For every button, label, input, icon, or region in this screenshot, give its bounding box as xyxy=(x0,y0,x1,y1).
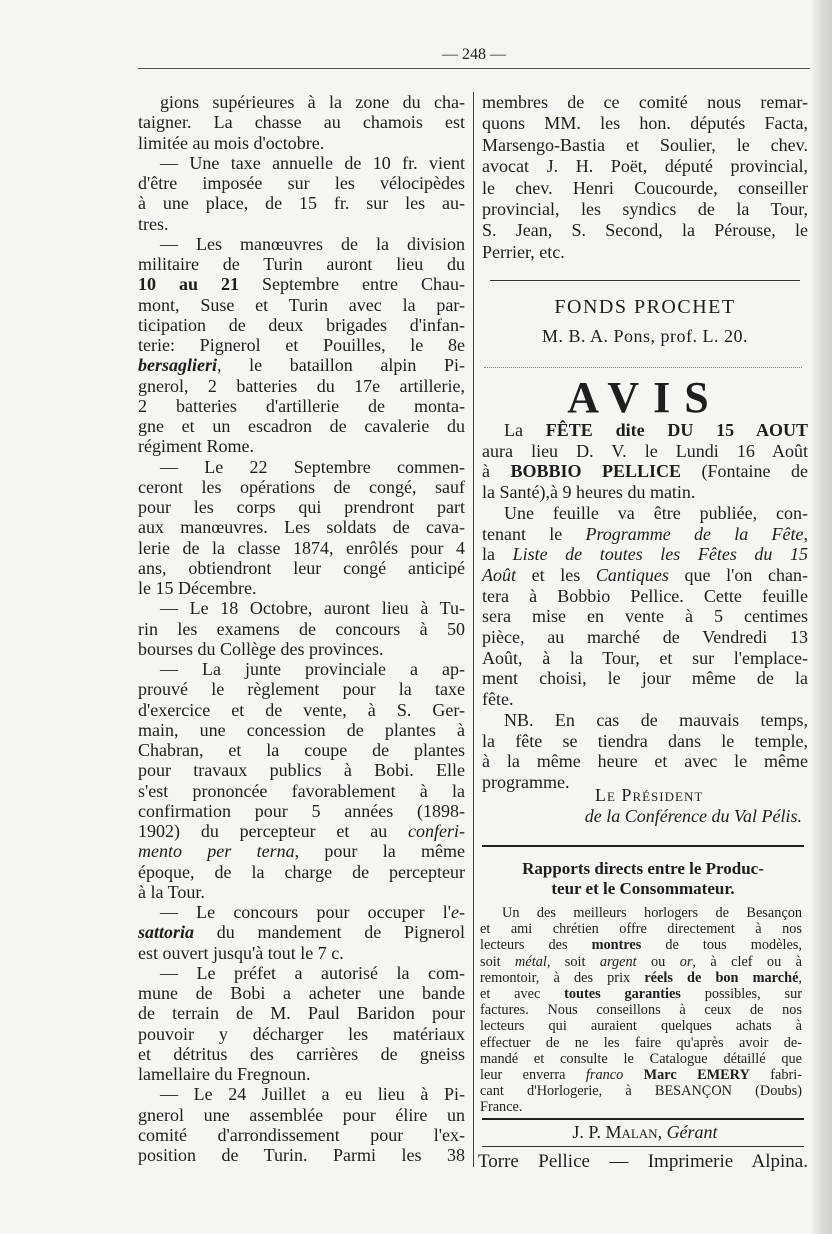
text-line: — La junte provinciale a ap- xyxy=(160,659,465,679)
text-line: terie: Pignerol et Pouilles, le 8e xyxy=(138,335,465,355)
text-line: mont, Suse et Turin avec la par- xyxy=(138,294,465,315)
text-segment: , soit xyxy=(546,953,600,970)
text-line: à la même heure et avec le même xyxy=(482,751,808,772)
text-line xyxy=(480,970,802,986)
text-line: gne et un escadron de cavalerie du xyxy=(138,416,465,436)
text-line: lecteurs qui auraient quelques achats à xyxy=(480,1018,802,1035)
text-segment: remontoir, à des prix xyxy=(480,969,645,986)
text-line: militaire de Turin auront lieu du xyxy=(138,254,465,274)
text-segment: , xyxy=(803,523,808,544)
text-line: aura lieu D. V. le Lundi 16 Août xyxy=(482,440,808,461)
text-line: avocat J. H. Poët, député provincial, xyxy=(482,156,808,177)
text-line: tera à Bobbio Pellice. Cette feuille xyxy=(482,585,808,606)
text-segment: Programme de la Fête xyxy=(585,523,804,544)
text-line: régiment Rome. xyxy=(138,436,254,457)
text-line: effectuer de ne les faire qu'après avoir de- xyxy=(480,1034,802,1051)
text-line: — Une taxe annuelle de 10 fr. vient xyxy=(160,152,465,173)
text-segment: , xyxy=(798,969,802,986)
text-line: époque, de la charge de percepteur xyxy=(138,861,465,882)
text-segment: et les xyxy=(516,564,596,585)
text-line xyxy=(138,922,465,942)
text-segment: lecteurs des xyxy=(480,937,592,954)
section-rule xyxy=(490,280,800,281)
text-line: limitée au mois d'octobre. xyxy=(138,132,325,153)
text-line: pouvoir y décharger les matériaux xyxy=(138,1023,465,1044)
text-segment: 10 au 21 xyxy=(138,274,240,295)
text-line: la fête se tiendra dans le temple, xyxy=(482,730,808,751)
text-segment: que l'on chan- xyxy=(668,564,808,585)
text-line: est ouvert jusqu'à tout le 7 c. xyxy=(138,942,344,963)
text-segment: leur enverra xyxy=(480,1067,586,1084)
text-segment xyxy=(623,1067,643,1083)
footer-rule-1 xyxy=(482,1118,804,1120)
page-number: — 248 — xyxy=(442,46,506,63)
text-line: Marsengo-Bastia et Soulier, le chev. xyxy=(482,134,808,155)
text-line: — Le 18 Octobre, auront lieu à Tu- xyxy=(160,598,465,619)
text-segment: et avec xyxy=(480,986,565,1003)
text-line xyxy=(138,355,465,375)
text-segment: Marc EMERY xyxy=(643,1067,750,1084)
text-segment: (Fontaine de xyxy=(681,461,808,482)
text-segment: franco xyxy=(585,1067,624,1084)
text-segment: toutes garanties xyxy=(564,986,681,1003)
text-line: pour les corps qui prendront part xyxy=(138,497,465,517)
text-segment: de tous modèles, xyxy=(641,937,802,954)
text-segment: e- xyxy=(451,902,465,922)
text-line xyxy=(480,937,802,953)
text-line: pièce, au marché de Vendredi 13 xyxy=(482,627,808,648)
text-line: position de Turin. Parmi les 38 xyxy=(138,1145,465,1165)
text-line: rin les examens de concours à 50 xyxy=(138,618,465,639)
text-segment: bersaglieri xyxy=(138,355,217,376)
text-line: d'exercice et de vente, à S. Ger- xyxy=(138,699,465,720)
text-line: main, une concession de plantes à xyxy=(138,719,465,740)
text-segment: fabri- xyxy=(749,1067,802,1084)
text-line xyxy=(138,841,465,861)
text-segment: Cantiques xyxy=(595,564,669,585)
text-line: cant d'Horlogerie, à BESANÇON (Doubs) xyxy=(480,1083,802,1100)
text-line: taigner. La chasse au chamois est xyxy=(138,112,465,133)
text-line: 2 batteries d'artillerie de monta- xyxy=(138,395,465,416)
text-segment: La xyxy=(504,420,546,440)
text-segment: Septembre entre Chau- xyxy=(239,274,465,295)
text-line xyxy=(138,821,465,841)
text-line: Chabran, et la coupe de plantes xyxy=(138,740,465,760)
text-line xyxy=(482,565,808,586)
text-line: lerie de la classe 1874, enrôlés pour 4 xyxy=(138,537,465,558)
text-segment: 1902) du percepteur et au xyxy=(138,821,409,841)
text-segment: argent xyxy=(599,953,637,970)
text-segment: ou xyxy=(636,953,680,970)
text-segment: or xyxy=(679,953,693,970)
text-segment: réels de bon marché xyxy=(644,969,799,986)
text-line xyxy=(480,986,802,1002)
text-line: — Le 22 Septembre commen- xyxy=(160,456,465,477)
text-segment: métal xyxy=(515,953,547,970)
text-line: le chev. Henri Coucourde, conseiller xyxy=(482,177,808,198)
text-line: prouvé le règlement pour la taxe xyxy=(138,679,465,700)
header-rule xyxy=(138,68,810,69)
manager-name: J. P. Malan xyxy=(572,1122,658,1142)
text-line: quons MM. les hon. députés Facta, xyxy=(482,113,808,134)
text-line: tres. xyxy=(138,213,169,234)
text-line xyxy=(480,954,802,970)
avis-signature-title: Le Président xyxy=(595,785,704,805)
ad-heading-line-1: Rapports directs entre le Produc- xyxy=(522,859,764,878)
text-segment: conferi- xyxy=(408,821,465,841)
text-line: de terrain de M. Paul Baridon pour xyxy=(138,1003,465,1024)
footer-rule-2 xyxy=(482,1146,804,1147)
text-segment: montres xyxy=(591,937,642,954)
manager-credit: J. P. Malan, Gérant xyxy=(572,1122,718,1142)
text-line: et détritus des carrières de gneiss xyxy=(138,1043,465,1064)
text-line: à la Tour. xyxy=(138,881,205,902)
text-line: mune de Bobi a acheter une bande xyxy=(138,983,465,1003)
text-line: et ami chrétien offre directement à nos xyxy=(480,921,802,938)
text-line: fête. xyxy=(482,689,514,710)
text-line: s'est prononcée favorablement à la xyxy=(138,780,465,801)
text-segment: , à clef ou à xyxy=(692,953,802,970)
text-segment: tenant le xyxy=(482,523,586,544)
text-line: France. xyxy=(480,1099,523,1116)
text-line: gions supérieures à la zone du cha- xyxy=(160,92,465,112)
avis-title: AVIS xyxy=(567,373,723,422)
text-line: pour travaux publics à Bobi. Elle xyxy=(138,760,465,781)
dotted-rule xyxy=(484,367,802,368)
scan-edge-shadow xyxy=(810,0,832,1234)
text-line: ment choisi, le jour même de la xyxy=(482,668,808,689)
text-line: gnerol une assemblée pour élire un xyxy=(138,1104,465,1125)
text-segment: — Le concours pour occuper l' xyxy=(160,902,452,922)
text-line: le 15 Décembre. xyxy=(138,578,257,598)
column-divider xyxy=(473,92,474,1167)
printer-line: Torre Pellice — Imprimerie Alpina. xyxy=(478,1151,808,1172)
text-segment: mento per terna xyxy=(138,841,295,862)
text-line: — Le 24 Juillet a eu lieu à Pi- xyxy=(160,1084,465,1105)
text-line: sera mise en vente à 5 centimes xyxy=(482,606,808,627)
text-line xyxy=(482,420,808,441)
text-line: provincial, les syndics de la Tour, xyxy=(482,199,808,220)
text-segment: soit xyxy=(480,953,516,970)
text-line: ceront les opérations de congé, sauf xyxy=(138,476,465,497)
text-line: Un des meilleurs horlogers de Besançon xyxy=(502,905,802,921)
ad-body xyxy=(480,905,802,1116)
text-line xyxy=(480,1067,802,1083)
text-segment: Août xyxy=(482,564,516,585)
text-line: membres de ce comité nous remar- xyxy=(482,92,808,112)
text-line: factures. Nous conseillons à ceux de nos xyxy=(480,1002,802,1019)
text-line: confirmation pour 5 années (1898- xyxy=(138,800,465,821)
text-line xyxy=(138,902,465,922)
text-line: programme. xyxy=(482,771,570,792)
text-line: Perrier, etc. xyxy=(482,241,565,262)
text-line: la Santé),à 9 heures du matin. xyxy=(482,482,696,503)
avis-signature-body: de la Conférence du Val Pélis. xyxy=(584,806,802,826)
right-column-article-continuation xyxy=(482,92,808,263)
ad-heading-line-2: teur et le Consommateur. xyxy=(551,879,735,898)
manager-role: Gérant xyxy=(666,1122,718,1142)
left-column-article xyxy=(138,92,465,1165)
text-segment: Liste de toutes les Fêtes du 15 xyxy=(512,544,809,565)
text-line: — Le préfet a autorisé la com- xyxy=(160,962,465,983)
text-line: comité d'arrondissement pour l'ex- xyxy=(138,1124,465,1145)
text-line: ticipation de deux brigades d'infan- xyxy=(138,314,465,335)
text-line xyxy=(482,544,808,565)
text-segment: FÊTE dite DU 15 AOUT xyxy=(545,420,808,440)
text-segment: à xyxy=(482,461,511,482)
text-line: Une feuille va être publiée, con- xyxy=(504,502,808,523)
section-rule-thick xyxy=(482,845,804,847)
text-segment: du mandement de Pignerol xyxy=(194,922,465,943)
text-line: NB. En cas de mauvais temps, xyxy=(504,709,808,730)
text-line: d'être imposée sur les vélocipèdes xyxy=(138,173,465,193)
text-segment: possibles, sur xyxy=(680,986,802,1003)
text-segment: la xyxy=(482,544,513,565)
text-line: mandé et consulte le Catalogue détaillé que xyxy=(480,1050,802,1067)
text-segment: , pour la même xyxy=(294,841,466,862)
text-line: à une place, de 15 fr. sur les au- xyxy=(138,193,465,214)
avis-body xyxy=(482,420,808,793)
text-line: — Les manœuvres de la division xyxy=(160,233,465,254)
text-segment: sattoria xyxy=(138,922,195,943)
text-line: aux manœuvres. Les soldats de cava- xyxy=(138,517,465,538)
text-line: ans, obtiendront leur congé anticipé xyxy=(138,557,465,578)
text-line: Août, à la Tour, et sur l'emplace- xyxy=(482,647,808,668)
text-line: gnerol, 2 batteries du 17e artillerie, xyxy=(138,375,465,396)
text-line: lamellaire du Fregnoun. xyxy=(138,1064,311,1084)
text-line: bourses du Collège des provinces. xyxy=(138,638,384,659)
fonds-entry: M. B. A. Pons, prof. L. 20. xyxy=(541,326,748,346)
text-line xyxy=(482,524,808,545)
text-line xyxy=(482,461,808,482)
fonds-title: FONDS PROCHET xyxy=(554,296,736,318)
text-line xyxy=(138,274,465,294)
text-segment: , le bataillon alpin Pi- xyxy=(217,355,465,376)
text-line: S. Jean, S. Second, la Pérouse, le xyxy=(482,220,808,241)
text-segment: BOBBIO PELLICE xyxy=(510,461,682,482)
